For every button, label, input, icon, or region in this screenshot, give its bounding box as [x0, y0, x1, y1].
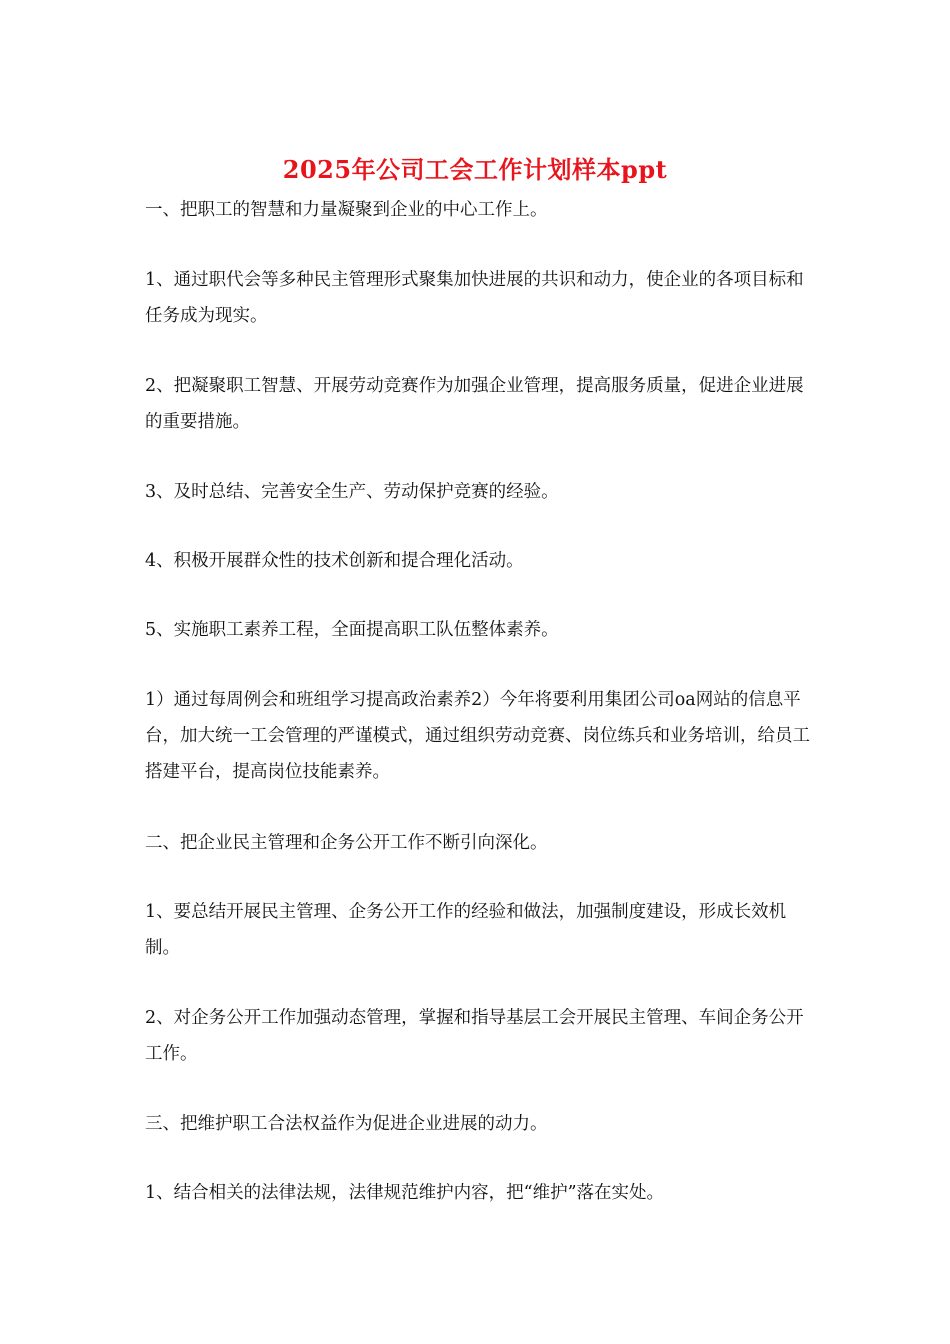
- paragraph-item-4: 4、积极开展群众性的技术创新和提合理化活动。: [145, 551, 524, 571]
- paragraph-item-3: 3、及时总结、完善安全生产、劳动保护竞赛的经验。: [145, 482, 559, 502]
- paragraph-section-1-heading: 一、把职工的智慧和力量凝聚到企业的中心工作上。: [145, 200, 548, 220]
- paragraph-item-5: 5、实施职工素养工程，全面提高职工队伍整体素养。: [145, 620, 559, 640]
- paragraph-item-2: 2、把凝聚职工智慧、开展劳动竞赛作为加强企业管理，提高服务质量，促进企业进展的重要措施。: [145, 376, 804, 432]
- document-title: 2025年公司工会工作计划样本ppt: [282, 155, 668, 184]
- paragraph-section-2-heading: 二、把企业民主管理和企务公开工作不断引向深化。: [145, 833, 548, 853]
- paragraph-section-3-heading: 三、把维护职工合法权益作为促进企业进展的动力。: [145, 1114, 548, 1134]
- paragraph-item-1: 1、通过职代会等多种民主管理形式聚集加快进展的共识和动力，使企业的各项目标和任务成为现实。: [145, 270, 804, 326]
- paragraph-section-2-item-1: 1、要总结开展民主管理、企务公开工作的经验和做法，加强制度建设，形成长效机制。: [145, 902, 787, 958]
- paragraph-section-2-item-2: 2、对企务公开工作加强动态管理，掌握和指导基层工会开展民主管理、车间企务公开工作。: [145, 1008, 804, 1064]
- paragraph-item-5-detail: 1）通过每周例会和班组学习提高政治素养2）今年将要利用集团公司oa网站的信息平台，加大统一工会管理的严谨模式，通过组织劳动竞赛、岗位练兵和业务培训，给员工搭建平台，提高岗位技能素养。: [145, 690, 810, 782]
- paragraph-section-3-item-1: 1、结合相关的法律法规，法律规范维护内容，把“维护”落在实处。: [145, 1183, 665, 1203]
